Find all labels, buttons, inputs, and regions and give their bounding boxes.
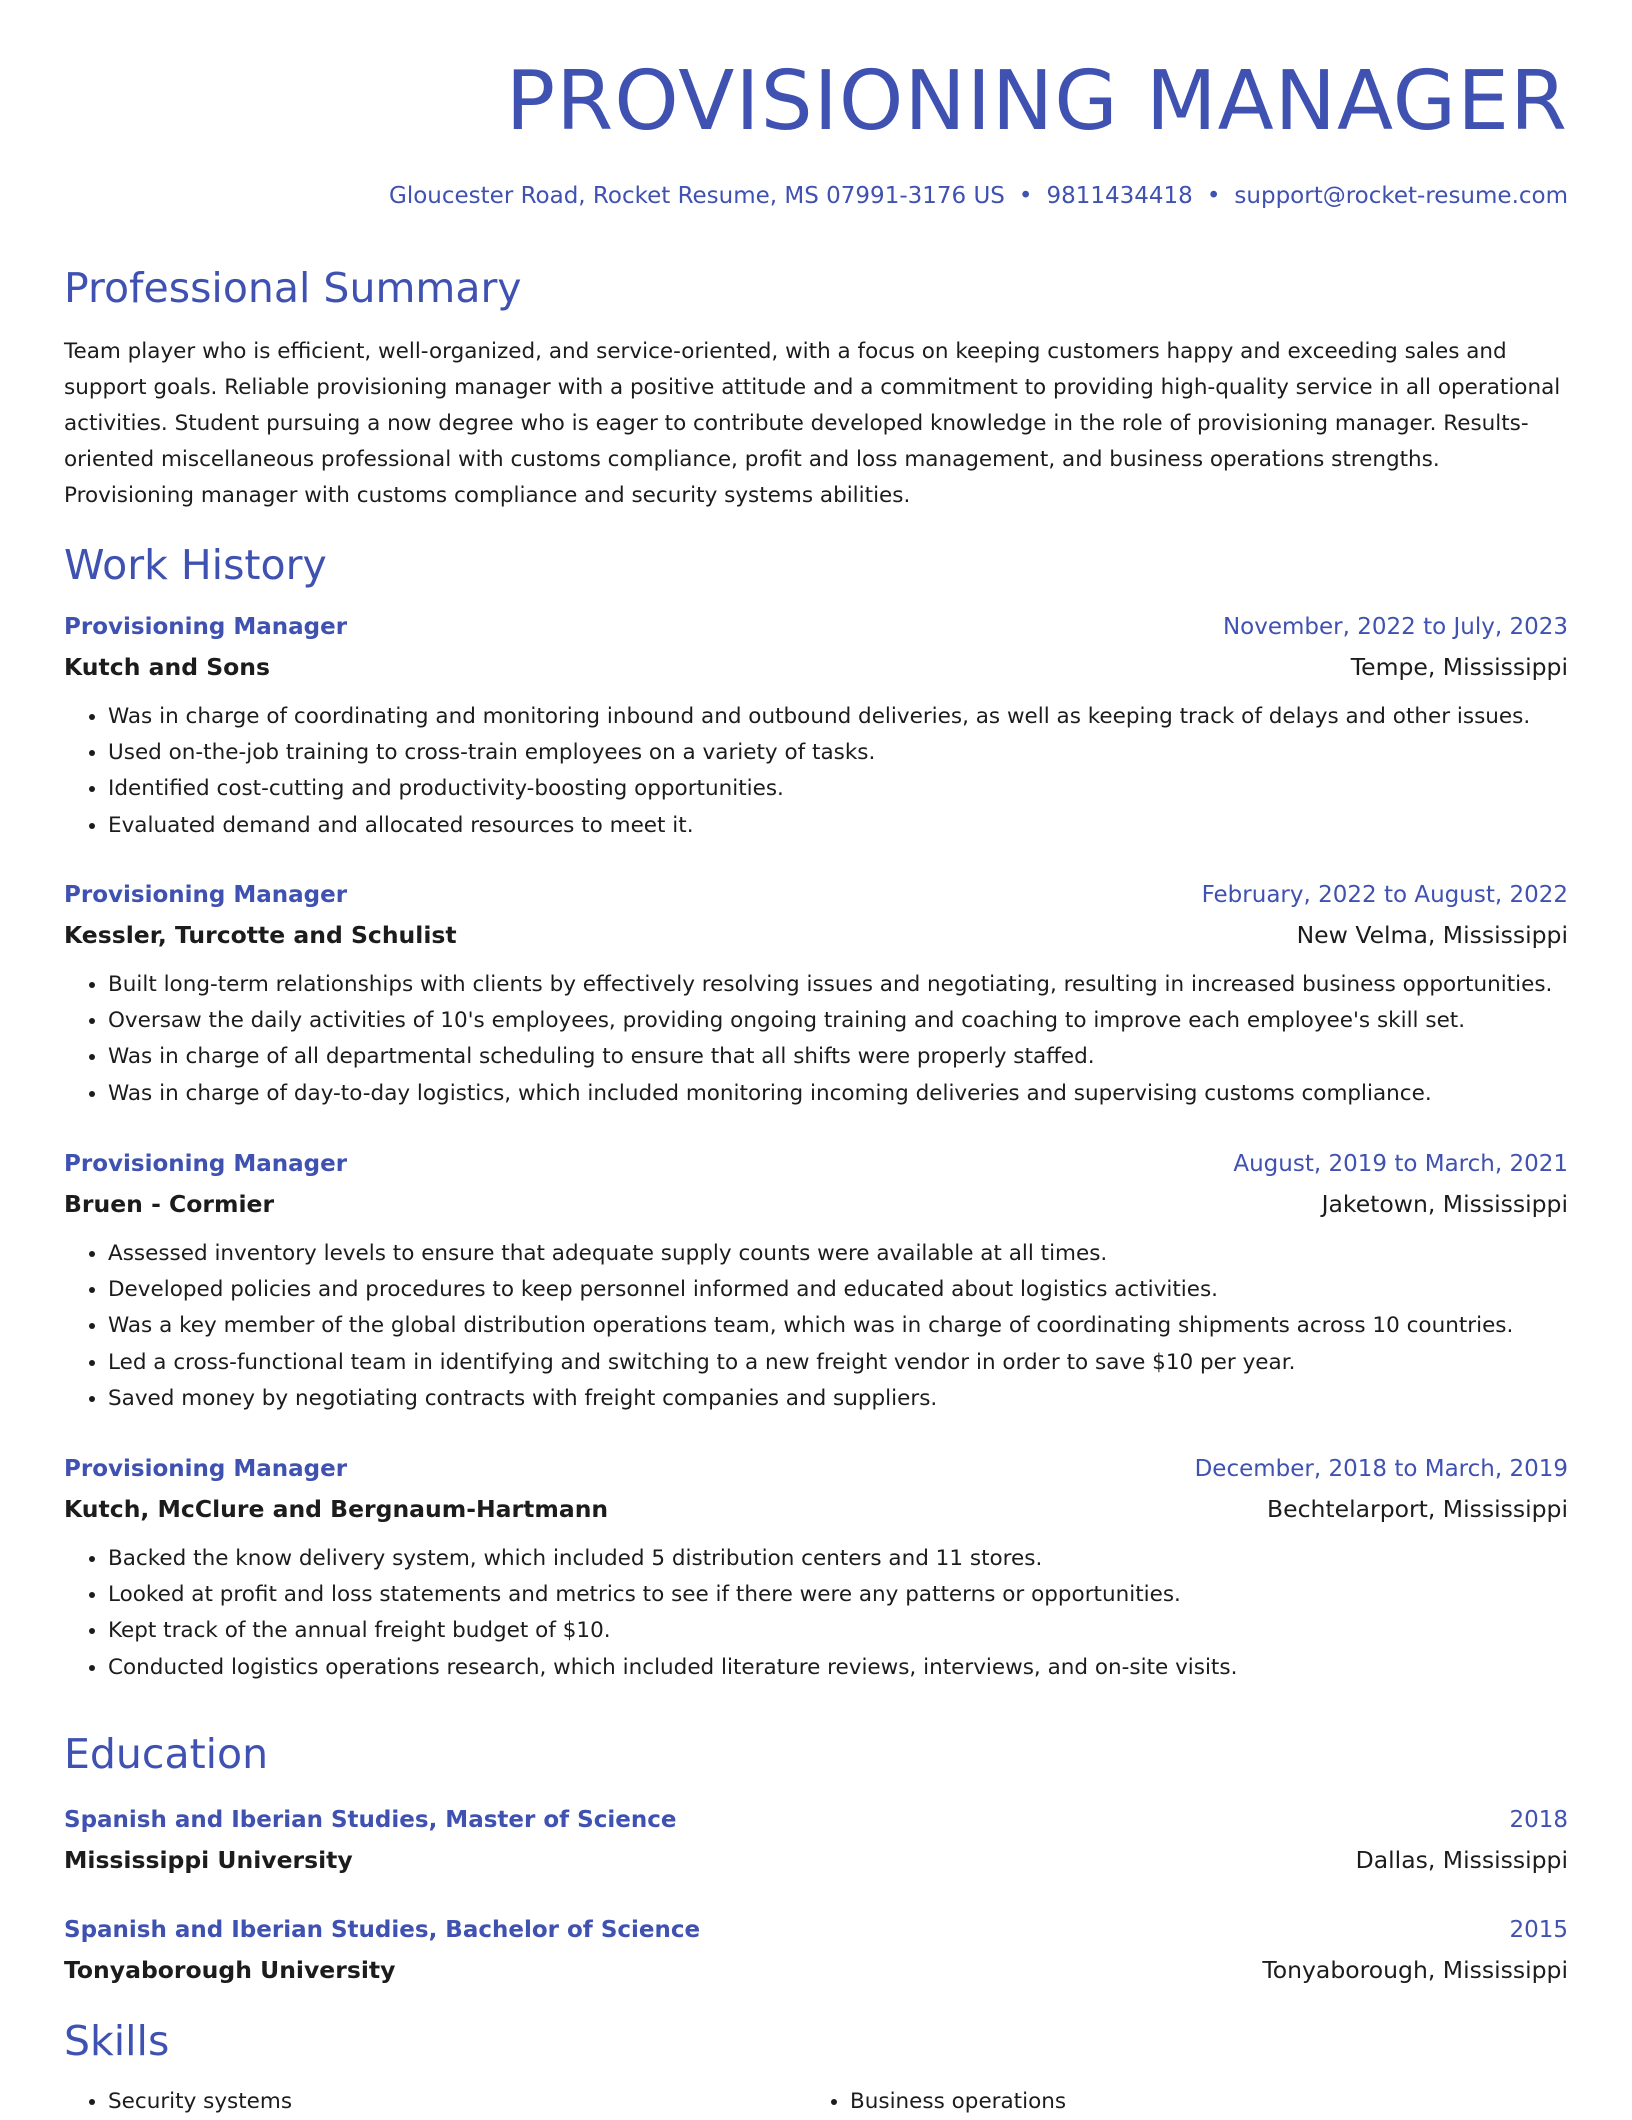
- job-location: New Velma, Mississippi: [1296, 921, 1568, 949]
- job-bullet: • Saved money by negotiating contracts with freight companies and suppliers.: [108, 1381, 1568, 1417]
- skills-list: [64, 2084, 1568, 2120]
- education-school: Tonyaborough University: [64, 1956, 396, 1984]
- section-heading-work-history: Work History: [64, 541, 327, 589]
- job-bullets: [64, 699, 1568, 844]
- job-dates: November, 2022 to July, 2023: [1222, 614, 1568, 640]
- education-year: 2018: [1509, 1807, 1568, 1833]
- job-bullet: • Backed the know delivery system, which included 5 distribution centers and 11 stores.: [108, 1541, 1568, 1577]
- job-bullet: • Conducted logistics operations research, which included literature reviews, interviews, and on-site visits.: [108, 1650, 1568, 1686]
- contact-address: Gloucester Road, Rocket Resume, MS 07991-3176 US: [389, 183, 1005, 209]
- contact-phone: 9811434418: [1046, 183, 1193, 209]
- job-location: Tempe, Mississippi: [1350, 653, 1568, 681]
- resume-name-heading: PROVISIONING MANAGER: [505, 54, 1568, 149]
- job-dates: August, 2019 to March, 2021: [1233, 1151, 1568, 1177]
- job-bullet: • Was in charge of all departmental scheduling to ensure that all shifts were properly staffed.: [108, 1039, 1568, 1075]
- education-location: Tonyaborough, Mississippi: [1262, 1956, 1568, 1984]
- job-entry: [64, 607, 1568, 844]
- job-bullet: • Evaluated demand and allocated resources to meet it.: [108, 808, 1568, 844]
- job-bullet: • Assessed inventory levels to ensure that adequate supply counts were available at all times.: [108, 1236, 1568, 1272]
- job-company: Kutch and Sons: [64, 653, 270, 681]
- job-bullet: • Led a cross-functional team in identifying and switching to a new freight vendor in order to save $10 per year.: [108, 1345, 1568, 1381]
- job-bullets: [64, 1236, 1568, 1417]
- section-heading-skills: Skills: [64, 2017, 170, 2065]
- education-entry: [64, 1800, 1568, 1880]
- education-year: 2015: [1509, 1917, 1568, 1943]
- job-bullets: [64, 967, 1568, 1112]
- job-entry: [64, 1449, 1568, 1686]
- job-entry: [64, 1144, 1568, 1417]
- education-entry: [64, 1910, 1568, 1990]
- job-bullet: • Kept track of the annual freight budget of $10.: [108, 1613, 1568, 1649]
- skills-column-left: [64, 2084, 806, 2120]
- job-company: Kutch, McClure and Bergnaum-Hartmann: [64, 1495, 609, 1523]
- job-bullet: • Identified cost-cutting and productivity-boosting opportunities.: [108, 771, 1568, 807]
- job-title: Provisioning Manager: [64, 882, 348, 908]
- skill-item: • Business operations: [850, 2084, 1548, 2120]
- education-school: Mississippi University: [64, 1846, 353, 1874]
- job-bullets: [64, 1541, 1568, 1686]
- contact-line: [389, 180, 1568, 212]
- job-title: Provisioning Manager: [64, 1151, 348, 1177]
- section-heading-education: Education: [64, 1730, 269, 1778]
- job-company: Kessler, Turcotte and Schulist: [64, 921, 457, 949]
- job-location: Bechtelarport, Mississippi: [1267, 1495, 1568, 1523]
- job-dates: February, 2022 to August, 2022: [1201, 882, 1568, 908]
- job-bullet: • Used on-the-job training to cross-train employees on a variety of tasks.: [108, 735, 1568, 771]
- job-bullet: • Was in charge of day-to-day logistics, which included monitoring incoming deliveries and supervising customs compliance.: [108, 1076, 1568, 1112]
- skills-column-right: [806, 2084, 1548, 2120]
- job-bullet: • Was a key member of the global distribution operations team, which was in charge of coordinating shipments across 10 countries.: [108, 1308, 1568, 1344]
- job-location: Jaketown, Mississippi: [1321, 1190, 1568, 1218]
- job-bullet: • Oversaw the daily activities of 10's employees, providing ongoing training and coaching to improve each employee's skill set.: [108, 1003, 1568, 1039]
- job-entry: [64, 875, 1568, 1112]
- education-degree: Spanish and Iberian Studies, Bachelor of Science: [64, 1917, 701, 1943]
- contact-separator: •: [1018, 183, 1033, 209]
- education-location: Dallas, Mississippi: [1355, 1846, 1568, 1874]
- job-company: Bruen - Cormier: [64, 1190, 275, 1218]
- job-title: Provisioning Manager: [64, 1456, 348, 1482]
- job-bullet: • Looked at profit and loss statements and metrics to see if there were any patterns or opportunities.: [108, 1577, 1568, 1613]
- job-bullet: • Built long-term relationships with clients by effectively resolving issues and negotiating, resulting in increased business opportunities.: [108, 967, 1568, 1003]
- job-title: Provisioning Manager: [64, 614, 348, 640]
- job-bullet: • Developed policies and procedures to keep personnel informed and educated about logistics activities.: [108, 1272, 1568, 1308]
- education-degree: Spanish and Iberian Studies, Master of Science: [64, 1807, 677, 1833]
- summary-text: Team player who is efficient, well-organized, and service-oriented, with a focus on keeping customers happy and exceeding sales and support goals. Reliable provisioning manager with a positive attitude and a commitment to providing high-quality service in all operational activities. Student pursuing a now degree who is eager to contribute developed knowledge in the role of provisioning manager. Results-oriented miscellaneous professional with customs compliance, profit and loss management, and business operations strengths. Provisioning manager with customs compliance and security systems abilities.: [64, 339, 1561, 508]
- skill-item: • Security systems: [108, 2084, 806, 2120]
- section-heading-summary: Professional Summary: [64, 264, 522, 312]
- job-dates: December, 2018 to March, 2019: [1194, 1456, 1568, 1482]
- job-bullet: • Was in charge of coordinating and monitoring inbound and outbound deliveries, as well as keeping track of delays and other issues.: [108, 699, 1568, 735]
- contact-email: support@rocket-resume.com: [1234, 183, 1568, 209]
- contact-separator: •: [1206, 183, 1221, 209]
